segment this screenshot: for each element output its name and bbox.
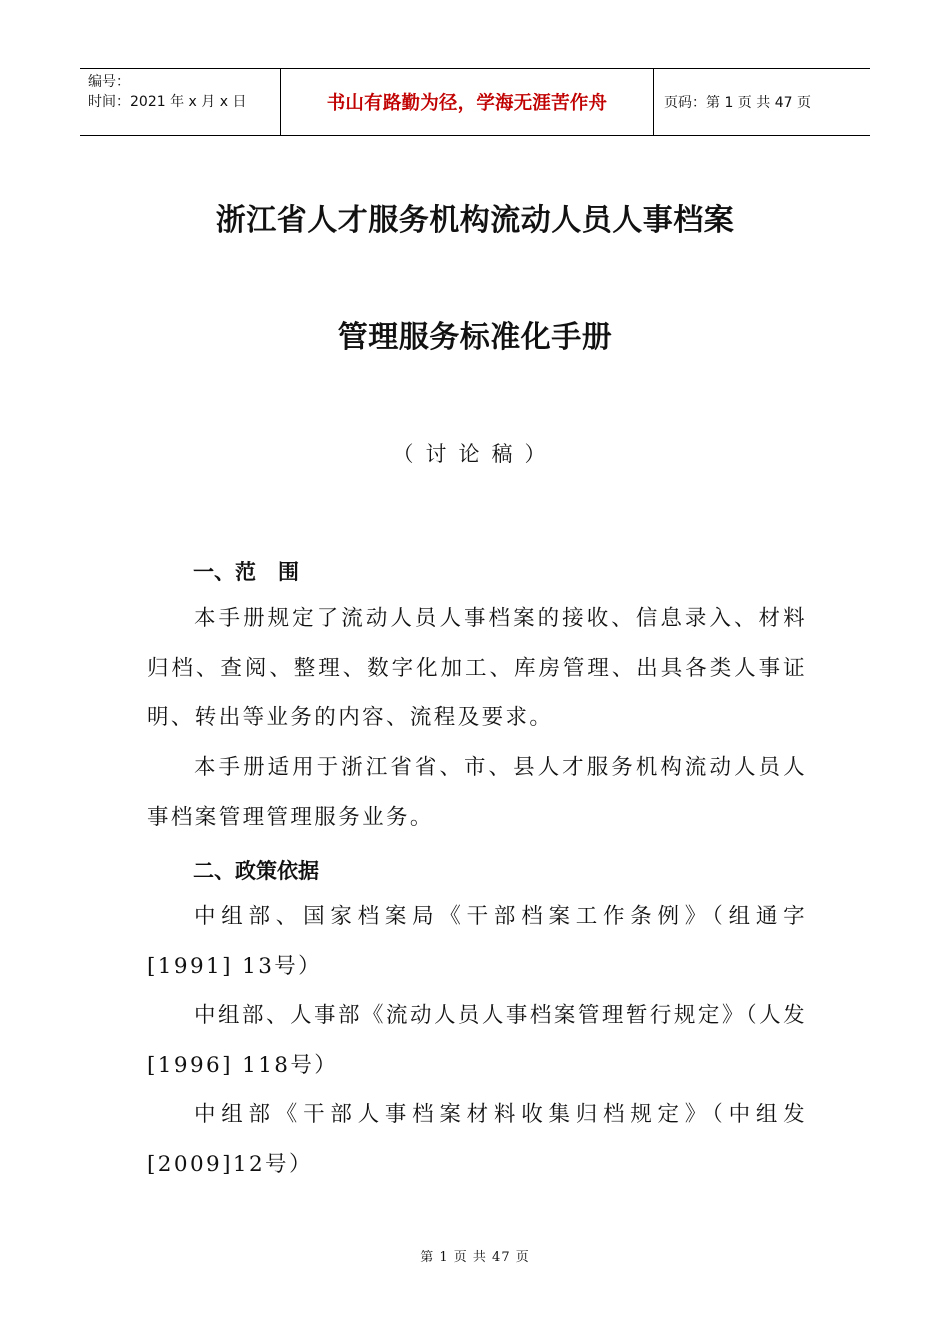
header-meta-cell xyxy=(80,69,281,135)
draft-label: （讨论稿） xyxy=(392,442,558,466)
section-heading-text-2: 围 xyxy=(278,560,299,584)
section-heading-scope xyxy=(193,556,299,586)
document-time-label: 时间：2021 年 x 月 x 日 xyxy=(88,94,247,110)
section-number: 一、 xyxy=(193,560,235,584)
section-heading-policy: 二、政策依据 xyxy=(193,859,319,883)
policy-item-2: 中组部、人事部《流动人员人事档案管理暂行规定》（人发[1996] 118号） xyxy=(147,1003,807,1078)
policy-item-1: 中组部、国家档案局《干部档案工作条例》（组通字[1991] 13号） xyxy=(147,904,807,979)
section-heading-text: 范 xyxy=(235,560,256,584)
policy-item-3: 中组部《干部人事档案材料收集归档规定》（中组发[2009]12号） xyxy=(147,1102,807,1177)
header-page-info: 页码：第 1 页 共 47 页 xyxy=(664,95,811,111)
document-title-line1: 浙江省人才服务机构流动人员人事档案 xyxy=(215,203,735,238)
document-title-line2: 管理服务标准化手册 xyxy=(337,320,613,355)
scope-paragraph-1: 本手册规定了流动人员人事档案的接收、信息录入、材料归档、查阅、整理、数字化加工、库房管理、出具各类人事证明、转出等业务的内容、流程及要求。 xyxy=(147,606,807,730)
header-motto-cell xyxy=(281,69,654,135)
page-footer: 第 1 页 共 47 页 xyxy=(420,1250,530,1265)
header-motto: 书山有路勤为径，学海无涯苦作舟 xyxy=(326,93,608,114)
document-number-label: 编号： xyxy=(88,74,130,90)
document-header xyxy=(80,68,870,136)
header-page-cell xyxy=(654,69,870,135)
scope-paragraph-2: 本手册适用于浙江省省、市、县人才服务机构流动人员人事档案管理管理服务业务。 xyxy=(147,755,807,830)
